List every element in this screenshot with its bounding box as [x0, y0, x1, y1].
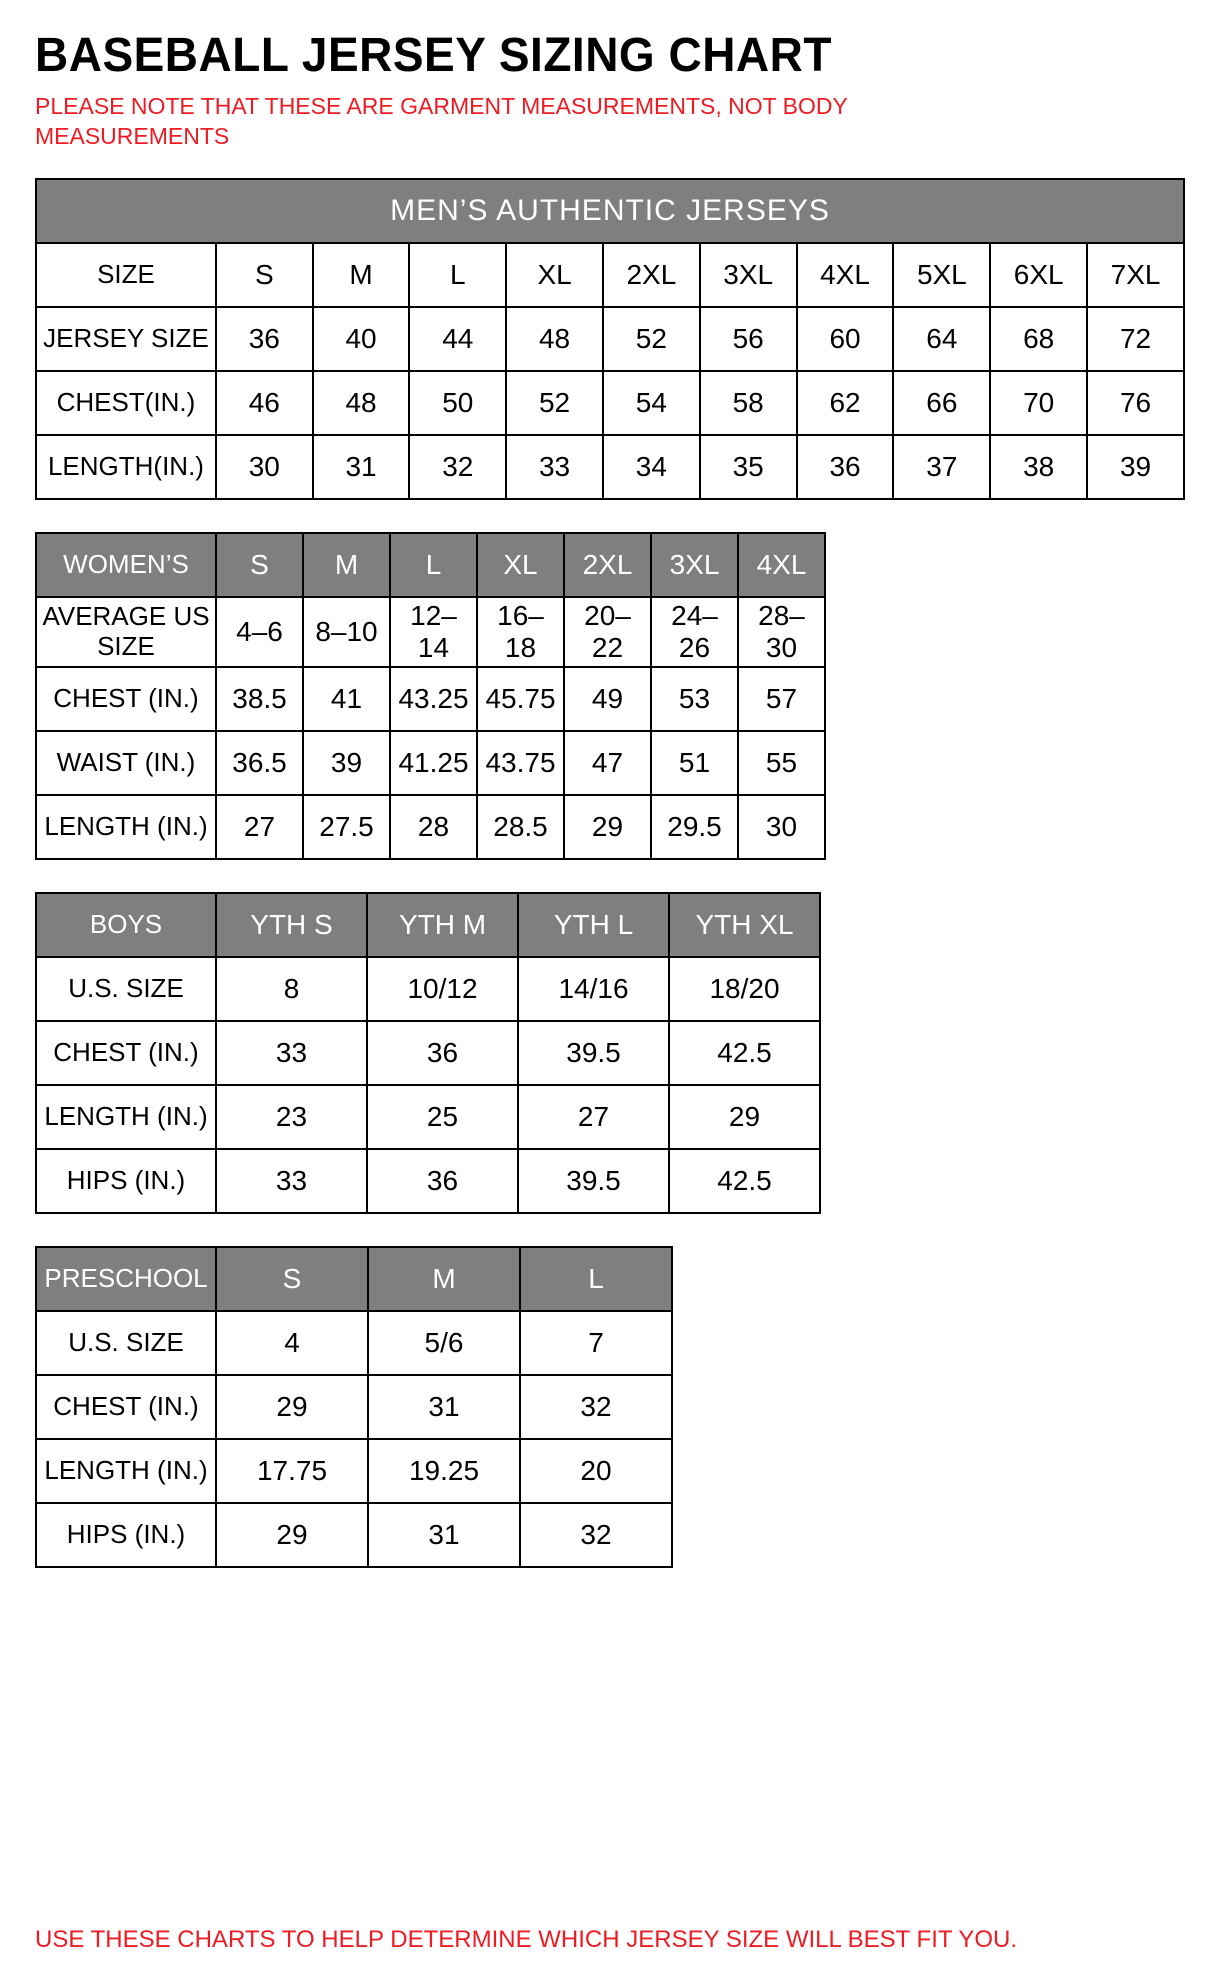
preschool-header-row [36, 1247, 672, 1311]
table-cell: 23 [216, 1085, 367, 1149]
table-cell: 54 [603, 371, 700, 435]
table-cell: 42.5 [669, 1021, 820, 1085]
table-cell: 76 [1087, 371, 1184, 435]
table-row [36, 435, 1184, 499]
table-cell: L [409, 243, 506, 307]
preschool-table [35, 1246, 673, 1568]
table-cell: 28 [390, 795, 477, 859]
womens-header-cell: 3XL [651, 533, 738, 597]
table-cell: 68 [990, 307, 1087, 371]
row-label: U.S. SIZE [36, 957, 216, 1021]
table-cell: 53 [651, 667, 738, 731]
table-cell: 28–30 [738, 597, 825, 667]
table-cell: S [216, 243, 313, 307]
table-cell: 19.25 [368, 1439, 520, 1503]
womens-header-cell: XL [477, 533, 564, 597]
table-cell: 27 [216, 795, 303, 859]
table-cell: 43.75 [477, 731, 564, 795]
womens-header-cell: L [390, 533, 477, 597]
row-label: LENGTH (IN.) [36, 1085, 216, 1149]
table-row [36, 371, 1184, 435]
table-cell: 49 [564, 667, 651, 731]
boys-header-cell: YTH XL [669, 893, 820, 957]
table-cell: 28.5 [477, 795, 564, 859]
table-cell: 7 [520, 1311, 672, 1375]
table-cell: 48 [506, 307, 603, 371]
boys-header-row [36, 893, 820, 957]
table-cell: 64 [893, 307, 990, 371]
row-label: HIPS (IN.) [36, 1503, 216, 1567]
boys-header-cell: YTH M [367, 893, 518, 957]
table-cell: 50 [409, 371, 506, 435]
womens-header-cell: 4XL [738, 533, 825, 597]
measurement-note: PLEASE NOTE THAT THESE ARE GARMENT MEASUREMENTS, NOT BODY MEASUREMENTS [35, 93, 848, 149]
table-cell: 20 [520, 1439, 672, 1503]
table-cell: 36 [797, 435, 894, 499]
table-cell: 33 [506, 435, 603, 499]
mens-table-section [35, 178, 1185, 500]
table-cell: 29 [564, 795, 651, 859]
table-cell: XL [506, 243, 603, 307]
row-label: LENGTH(IN.) [36, 435, 216, 499]
boys-table-section [35, 892, 1185, 1214]
table-cell: 42.5 [669, 1149, 820, 1213]
row-label: LENGTH (IN.) [36, 795, 216, 859]
row-label: AVERAGE US SIZE [36, 597, 216, 667]
table-cell: 20–22 [564, 597, 651, 667]
table-cell: 29.5 [651, 795, 738, 859]
table-cell: 3XL [700, 243, 797, 307]
row-label: CHEST(IN.) [36, 371, 216, 435]
table-cell: 32 [520, 1503, 672, 1567]
table-cell: 27.5 [303, 795, 390, 859]
preschool-table-section [35, 1246, 1185, 1568]
table-cell: 37 [893, 435, 990, 499]
womens-header-row [36, 533, 825, 597]
table-cell: 30 [738, 795, 825, 859]
table-cell: 41 [303, 667, 390, 731]
table-cell: 72 [1087, 307, 1184, 371]
table-row [36, 1149, 820, 1213]
table-cell: 38.5 [216, 667, 303, 731]
table-cell: 8–10 [303, 597, 390, 667]
table-cell: 39.5 [518, 1149, 669, 1213]
table-row [36, 243, 1184, 307]
table-cell: 48 [313, 371, 410, 435]
row-label: SIZE [36, 243, 216, 307]
preschool-header-cell: L [520, 1247, 672, 1311]
table-cell: 25 [367, 1085, 518, 1149]
table-cell: 29 [669, 1085, 820, 1149]
row-label: LENGTH (IN.) [36, 1439, 216, 1503]
table-row [36, 1375, 672, 1439]
womens-header-cell: 2XL [564, 533, 651, 597]
table-row [36, 1439, 672, 1503]
table-cell: 36 [367, 1021, 518, 1085]
table-cell: 32 [520, 1375, 672, 1439]
row-label: HIPS (IN.) [36, 1149, 216, 1213]
table-cell: 45.75 [477, 667, 564, 731]
table-cell: 44 [409, 307, 506, 371]
table-cell: 31 [368, 1503, 520, 1567]
boys-table [35, 892, 821, 1214]
table-cell: 52 [603, 307, 700, 371]
row-label: WAIST (IN.) [36, 731, 216, 795]
preschool-header-cell: M [368, 1247, 520, 1311]
footer-note: USE THESE CHARTS TO HELP DETERMINE WHICH JERSEY SIZE WILL BEST FIT YOU. [35, 1926, 1018, 1953]
table-cell: 7XL [1087, 243, 1184, 307]
row-label: CHEST (IN.) [36, 1021, 216, 1085]
preschool-header-label: PRESCHOOL [36, 1247, 216, 1311]
boys-header-cell: YTH L [518, 893, 669, 957]
table-cell: 30 [216, 435, 313, 499]
table-row [36, 795, 825, 859]
table-cell: 70 [990, 371, 1087, 435]
table-cell: 36.5 [216, 731, 303, 795]
table-cell: 41.25 [390, 731, 477, 795]
row-label: CHEST (IN.) [36, 667, 216, 731]
table-cell: 43.25 [390, 667, 477, 731]
table-cell: 4XL [797, 243, 894, 307]
table-row [36, 957, 820, 1021]
table-row [36, 1503, 672, 1567]
table-cell: 16–18 [477, 597, 564, 667]
table-cell: 36 [367, 1149, 518, 1213]
table-cell: 32 [409, 435, 506, 499]
table-cell: 12–14 [390, 597, 477, 667]
table-cell: 36 [216, 307, 313, 371]
boys-header-label: BOYS [36, 893, 216, 957]
table-cell: 27 [518, 1085, 669, 1149]
preschool-header-cell: S [216, 1247, 368, 1311]
table-cell: 40 [313, 307, 410, 371]
table-cell: 18/20 [669, 957, 820, 1021]
womens-header-cell: S [216, 533, 303, 597]
row-label: CHEST (IN.) [36, 1375, 216, 1439]
table-cell: 2XL [603, 243, 700, 307]
table-cell: 39 [303, 731, 390, 795]
table-row [36, 731, 825, 795]
table-cell: 10/12 [367, 957, 518, 1021]
table-cell: 33 [216, 1149, 367, 1213]
table-cell: 62 [797, 371, 894, 435]
row-label: JERSEY SIZE [36, 307, 216, 371]
table-cell: 39 [1087, 435, 1184, 499]
table-cell: 34 [603, 435, 700, 499]
row-label: U.S. SIZE [36, 1311, 216, 1375]
boys-header-cell: YTH S [216, 893, 367, 957]
table-cell: 29 [216, 1375, 368, 1439]
table-cell: 4 [216, 1311, 368, 1375]
table-cell: 17.75 [216, 1439, 368, 1503]
table-cell: 4–6 [216, 597, 303, 667]
womens-table-section [35, 532, 1185, 860]
table-cell: 5/6 [368, 1311, 520, 1375]
table-cell: 38 [990, 435, 1087, 499]
table-row [36, 1085, 820, 1149]
table-cell: 31 [313, 435, 410, 499]
page-title: BASEBALL JERSEY SIZING CHART [35, 27, 832, 82]
table-cell: 24–26 [651, 597, 738, 667]
table-cell: 47 [564, 731, 651, 795]
table-cell: 46 [216, 371, 313, 435]
table-cell: 8 [216, 957, 367, 1021]
table-cell: 51 [651, 731, 738, 795]
table-row [36, 307, 1184, 371]
womens-table [35, 532, 826, 860]
table-row [36, 597, 825, 667]
table-cell: M [313, 243, 410, 307]
table-cell: 60 [797, 307, 894, 371]
table-cell: 31 [368, 1375, 520, 1439]
table-cell: 35 [700, 435, 797, 499]
table-cell: 55 [738, 731, 825, 795]
table-cell: 33 [216, 1021, 367, 1085]
table-row [36, 1021, 820, 1085]
mens-table-title: MEN’S AUTHENTIC JERSEYS [36, 179, 1184, 243]
table-row [36, 1311, 672, 1375]
table-cell: 6XL [990, 243, 1087, 307]
mens-table [35, 178, 1185, 500]
table-cell: 29 [216, 1503, 368, 1567]
womens-header-label: WOMEN’S [36, 533, 216, 597]
table-cell: 57 [738, 667, 825, 731]
table-cell: 56 [700, 307, 797, 371]
table-cell: 39.5 [518, 1021, 669, 1085]
table-row [36, 667, 825, 731]
womens-header-cell: M [303, 533, 390, 597]
table-cell: 66 [893, 371, 990, 435]
table-cell: 5XL [893, 243, 990, 307]
table-cell: 14/16 [518, 957, 669, 1021]
table-cell: 58 [700, 371, 797, 435]
table-cell: 52 [506, 371, 603, 435]
mens-title-row [36, 179, 1184, 243]
